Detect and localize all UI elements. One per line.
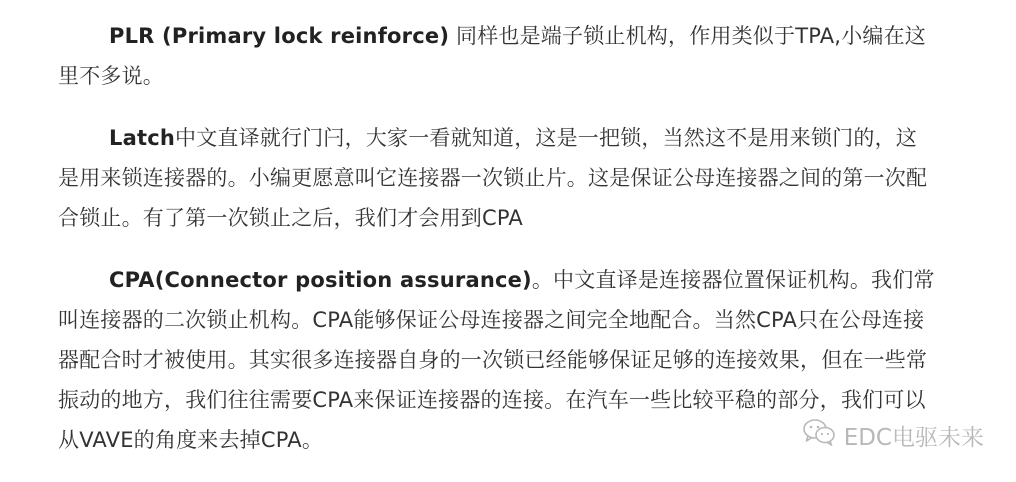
paragraph-latch-text: 中文直译就行门闩，大家一看就知道，这是一把锁，当然这不是用来锁门的，这是用来锁连接器的。小编更愿意叫它连接器一次锁止片。这是保证公母连接器之间的第一次配合锁止。有了第一次锁止之后，我们才会用到CPA xyxy=(58,126,928,230)
term-cpa: CPA(Connector position assurance) xyxy=(109,268,532,292)
watermark-label: EDC电驱未来 xyxy=(843,424,984,451)
wechat-icon xyxy=(802,417,844,453)
paragraph-latch xyxy=(58,118,938,238)
paragraph-plr-text: 同样也是端子锁止机构，作用类似于TPA,小编在这里不多说。 xyxy=(58,24,926,88)
watermark xyxy=(802,417,984,453)
paragraph-cpa-text: 。中文直译是连接器位置保证机构。我们常叫连接器的二次锁止机构。CPA能够保证公母连接器之间完全地配合。当然CPA只在公母连接器配合时才被使用。其实很多连接器自身的一次锁已经能够保证足够的连接效果，但在一些常振动的地方，我们往往需要CPA来保证连接器的连接。在汽车一些比较平稳的部分，我们可以从VAVE的角度来去掉CPA。 xyxy=(58,268,935,452)
paragraph-plr xyxy=(58,16,938,96)
term-plr: PLR (Primary lock reinforce) xyxy=(109,24,450,48)
term-latch: Latch xyxy=(109,126,175,150)
article-body xyxy=(58,16,938,482)
